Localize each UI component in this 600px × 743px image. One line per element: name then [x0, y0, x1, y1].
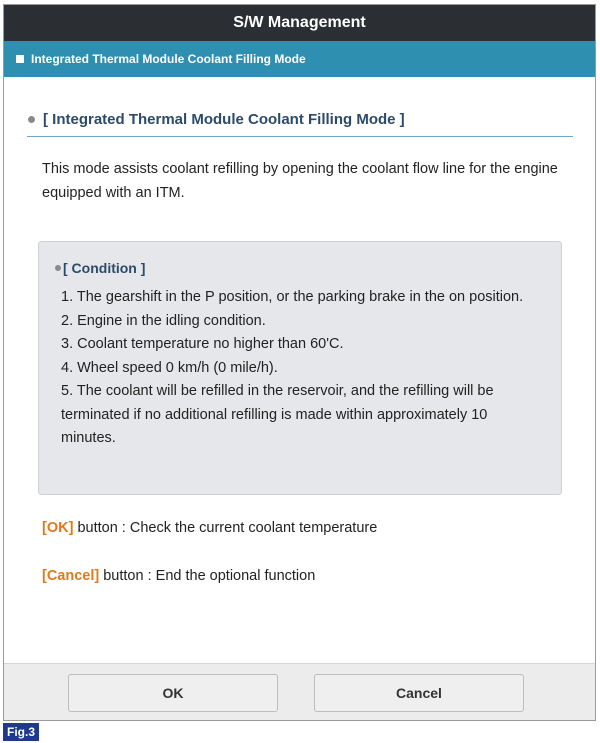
section-heading — [27, 111, 573, 137]
ok-tag: [OK] — [42, 520, 74, 536]
condition-heading — [61, 260, 539, 276]
ok-button-description — [42, 520, 377, 536]
cancel-button[interactable]: Cancel — [314, 674, 524, 712]
content-area — [4, 77, 595, 667]
intro-text: This mode assists coolant refilling by opening the coolant flow line for the engine equipped with an ITM. — [42, 161, 558, 201]
section-title-text: [ Integrated Thermal Module Coolant Filling Mode ] — [43, 111, 405, 128]
square-bullet-icon — [16, 55, 24, 63]
bullet-icon — [28, 116, 35, 123]
subheader-label: Integrated Thermal Module Coolant Filling Mode — [31, 52, 306, 66]
button-bar — [4, 663, 595, 720]
window-title: S/W Management — [4, 5, 595, 41]
mode-subheader — [4, 41, 595, 77]
cancel-tag: [Cancel] — [42, 568, 100, 584]
ok-button[interactable]: OK — [68, 674, 278, 712]
cancel-description-text: button : End the optional function — [99, 568, 316, 584]
condition-item: 4. Wheel speed 0 km/h (0 mile/h). — [61, 359, 278, 376]
condition-item: 5. The coolant will be refilled in the reservoir, and the refilling will be terminated if no additional refilling is made within approximately 10 minutes. — [61, 383, 494, 446]
condition-item: 1. The gearshift in the P position, or the parking brake in the on position. — [61, 289, 524, 305]
condition-item: 2. Engine in the idling condition. — [61, 312, 266, 329]
figure-label: Fig.3 — [3, 723, 39, 741]
cancel-button-description — [42, 568, 315, 584]
condition-item: 3. Coolant temperature no higher than 60'C. — [61, 336, 344, 352]
condition-box — [38, 241, 562, 495]
sw-management-window — [3, 4, 596, 721]
bullet-icon — [55, 265, 61, 271]
ok-description-text: button : Check the current coolant temperature — [73, 520, 378, 536]
condition-title-text: [ Condition ] — [63, 260, 146, 276]
condition-list — [61, 286, 539, 451]
